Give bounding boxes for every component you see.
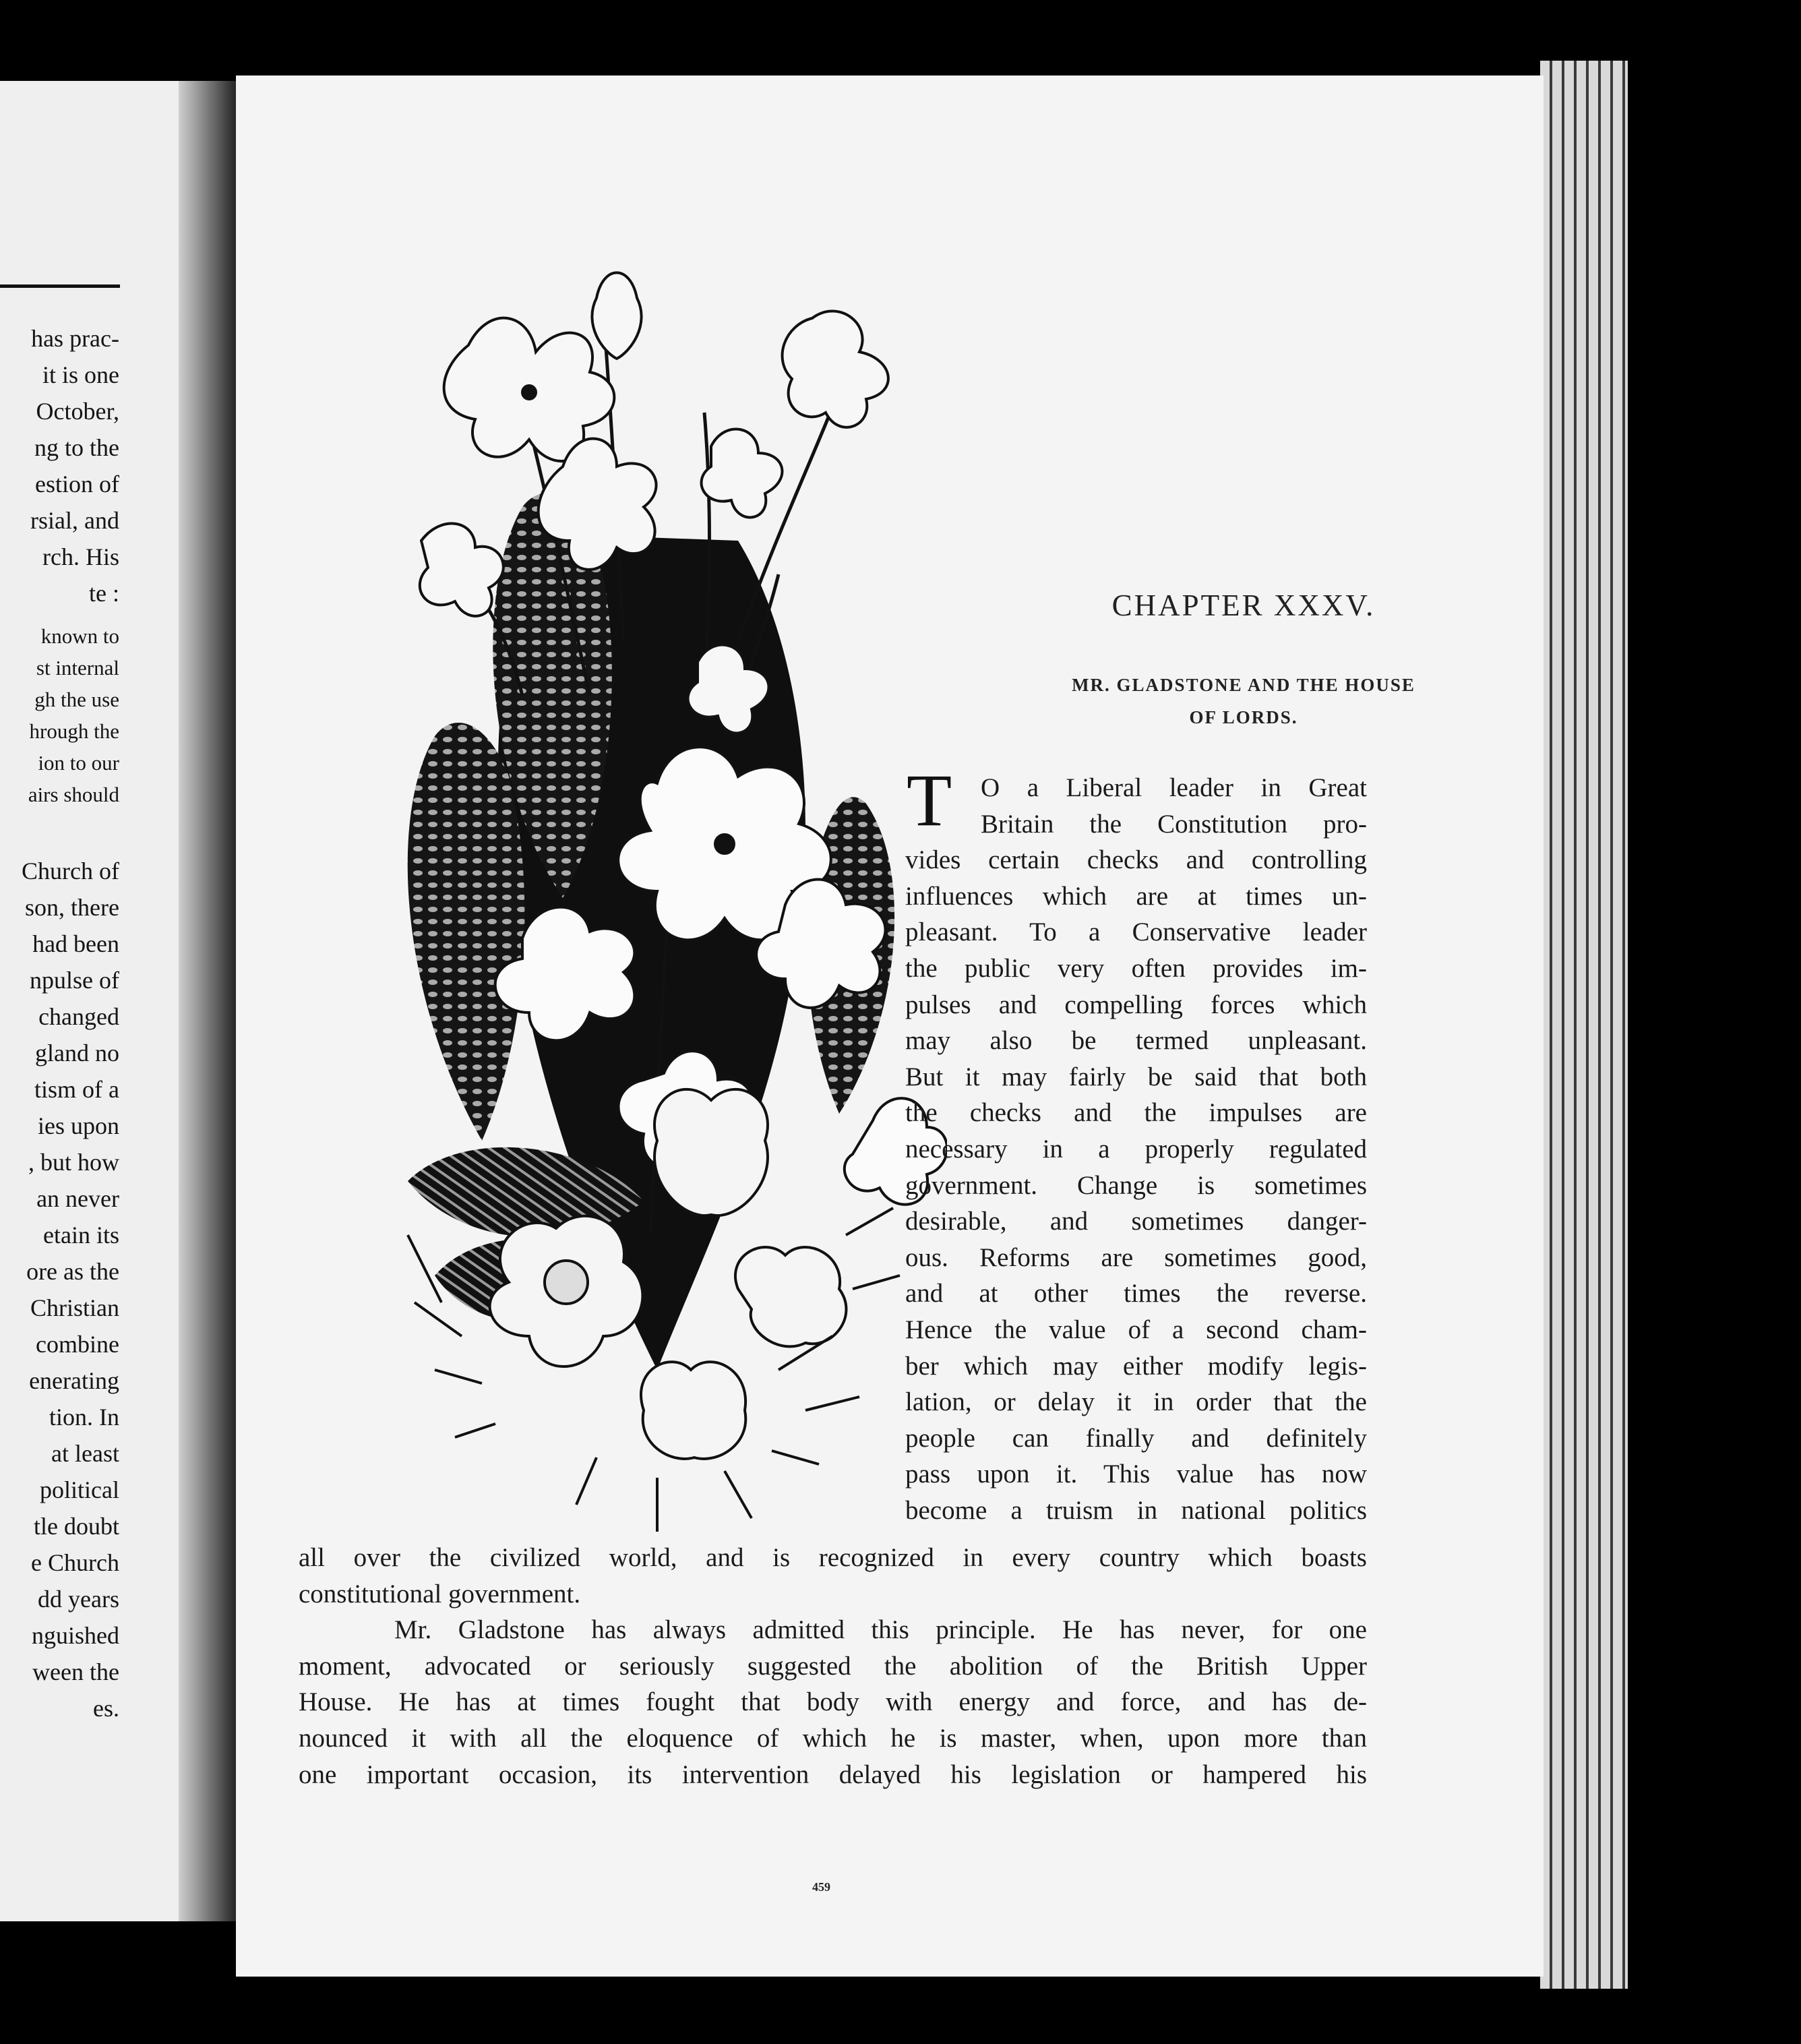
text-line: lation, or delay it in order that the [905, 1387, 1367, 1417]
left-line: nguished [32, 1622, 119, 1649]
text-line: all over the civilized world, and is recognized in every country which boasts [299, 1543, 1367, 1572]
left-line: ies upon [38, 1112, 119, 1139]
left-text-block-a [30, 320, 119, 611]
left-line: gland no [35, 1040, 119, 1066]
left-line: enerating [29, 1367, 119, 1394]
left-line: e Church [31, 1549, 119, 1576]
left-text-block-c [22, 853, 119, 1726]
drop-cap: T [907, 759, 952, 841]
text-line: become a truism in national politics [905, 1495, 1367, 1525]
left-line: ion to our [38, 751, 119, 775]
left-line: ween the [32, 1658, 119, 1685]
left-line: has prac- [31, 325, 119, 352]
left-line: son, there [25, 894, 119, 921]
text-line: Hence the value of a second cham- [905, 1315, 1367, 1344]
left-line: combine [36, 1331, 119, 1358]
page-edge-stack [1540, 61, 1628, 1989]
text-line: influences which are at times un- [905, 881, 1367, 911]
left-line: tle doubt [34, 1513, 119, 1540]
main-page [236, 76, 1544, 1977]
text-line: one important occasion, its intervention delayed his legislation or hampered his [299, 1760, 1367, 1789]
left-line: dd years [38, 1586, 119, 1613]
left-line: at least [51, 1440, 119, 1467]
left-line: , but how [28, 1149, 119, 1176]
floral-engraving [307, 224, 947, 1545]
left-line: Church of [22, 858, 119, 884]
chapter-heading: CHAPTER XXXV. [1111, 589, 1376, 622]
text-line: House. He has at times fought that body with energy and force, and has de- [299, 1687, 1367, 1717]
left-line: political [40, 1476, 119, 1503]
text-line: O a Liberal leader in Great [981, 773, 1367, 802]
left-line: npulse of [30, 967, 119, 994]
left-text-block-b [28, 620, 119, 810]
left-line: an never [36, 1185, 119, 1212]
left-line: rch. His [42, 543, 119, 570]
page-number: 459 [812, 1880, 830, 1894]
text-line: necessary in a properly regulated [905, 1134, 1367, 1164]
text-line: pleasant. To a Conservative leader [905, 918, 1367, 947]
left-line: te : [89, 580, 119, 607]
full-width-paragraphs [299, 1540, 1367, 1793]
text-line: vides certain checks and controlling [905, 845, 1367, 875]
left-line: known to [40, 624, 119, 648]
left-line: had been [32, 930, 119, 957]
text-line: and at other times the reverse. [905, 1279, 1367, 1309]
book-gutter [179, 81, 239, 1921]
text-line: people can finally and definitely [905, 1423, 1367, 1453]
left-line: etain its [43, 1222, 119, 1249]
left-line: rsial, and [30, 507, 119, 534]
left-facing-page [0, 81, 179, 1921]
left-line: tism of a [34, 1076, 119, 1103]
left-page-rule [0, 284, 120, 288]
text-line: Britain the Constitution pro- [981, 809, 1367, 839]
text-line: may also be termed unpleasant. [905, 1026, 1367, 1056]
left-line: estion of [35, 471, 119, 498]
text-line: government. Change is sometimes [905, 1170, 1367, 1200]
left-line: ng to the [34, 434, 119, 461]
left-line: changed [38, 1003, 119, 1030]
left-line: airs should [28, 783, 119, 806]
section-title-line: OF LORDS. [1189, 707, 1298, 727]
text-line: ber which may either modify legis- [905, 1351, 1367, 1381]
text-line: Mr. Gladstone has always admitted this principle. He has never, for one [394, 1615, 1367, 1645]
left-line: ore as the [26, 1258, 119, 1285]
text-line: pulses and compelling forces which [905, 990, 1367, 1019]
left-line: hrough the [29, 719, 119, 743]
left-line: st internal [36, 656, 119, 680]
text-line: the checks and the impulses are [905, 1098, 1367, 1128]
left-line: tion. In [49, 1404, 119, 1431]
section-title [930, 669, 1544, 733]
column-paragraph [905, 770, 1367, 1528]
text-line: But it may fairly be said that both [905, 1062, 1367, 1091]
left-line: it is one [42, 361, 119, 388]
text-line: nounced it with all the eloquence of which he is master, when, upon more than [299, 1723, 1367, 1753]
text-line: moment, advocated or seriously suggested the abolition of the British Upper [299, 1651, 1367, 1681]
left-line: Christian [30, 1294, 119, 1321]
section-title-line: MR. GLADSTONE AND THE HOUSE [1072, 675, 1415, 695]
text-line: constitutional government. [299, 1579, 581, 1609]
left-line: gh the use [34, 688, 119, 711]
text-line: the public very often provides im- [905, 953, 1367, 983]
left-line: October, [36, 398, 119, 425]
text-line: ous. Reforms are sometimes good, [905, 1242, 1367, 1272]
text-line: desirable, and sometimes danger- [905, 1207, 1367, 1236]
text-line: pass upon it. This value has now [905, 1460, 1367, 1489]
left-line: es. [93, 1695, 119, 1722]
